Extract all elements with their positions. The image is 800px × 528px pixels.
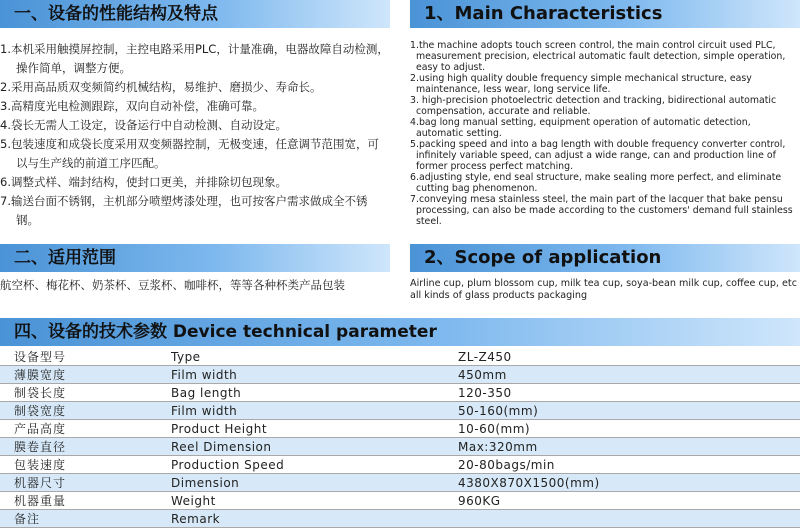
param-en: Reel Dimension [159,438,436,456]
param-value: 960KG [436,492,800,510]
feature-cn-item: 7.输送台面不锈钢，主机部分喷塑烤漆处理，也可按客户需求做成全不锈钢。 [0,194,368,227]
table-row [0,420,800,438]
section-header-params: 四、设备的技术参数 Device technical parameter [0,318,800,346]
param-cn: 机器尺寸 [0,474,159,492]
feature-cn-item: 2.采用高品质双变频简约机械结构，易维护、磨损少、寿命长。 [0,80,322,94]
param-cn: 制袋宽度 [0,402,159,420]
param-cn: 设备型号 [0,348,159,366]
param-en: Type [159,348,436,366]
feature-en-item: 4.bag long manual setting, equipment operation of automatic detection, automatic setting. [410,117,751,139]
table-row [0,492,800,510]
scope-en-text: Airline cup, plum blossom cup, milk tea cup, soya-bean milk cup, coffee cup, etc all kinds of glass products packaging [410,278,797,301]
feature-en-item: 2.using high quality double frequency simple mechanical structure, easy maintenance, less wear, long service life. [410,73,752,95]
section-header-features-cn: 一、设备的性能结构及特点 [0,0,390,28]
param-cn: 机器重量 [0,492,159,510]
section-header-features-en: 1、Main Characteristics [410,0,800,28]
feature-en-item: 7.conveying mesa stainless steel, the main part of the lacquer that bake pensu processing, can also be made according to the customers' demand full stainless steel. [410,194,793,227]
param-cn: 薄膜宽度 [0,366,159,384]
features-cn-list [0,40,390,230]
param-cn: 包装速度 [0,456,159,474]
feature-en-item: 3. high-precision photoelectric detection and tracking, bidirectional automatic compensation, accurate and reliable. [410,95,777,117]
feature-en-item: 5.packing speed and into a bag length with double frequency converter control, infinitely variable speed, can adjust a wide range, can and production line of former process perfect matching. [410,139,786,172]
section-header-scope-cn: 二、适用范围 [0,244,390,272]
param-en: Bag length [159,384,436,402]
feature-cn-item: 6.调整式样、端封结构，使封口更美，并排除切包现象。 [0,175,287,189]
feature-cn-item: 4.袋长无需人工设定，设备运行中自动检测、自动设定。 [0,118,287,132]
scope-cn-text: 航空杯、梅花杯、奶茶杯、豆浆杯、咖啡杯，等等各种杯类产品包装 [0,278,345,292]
table-row [0,474,800,492]
feature-cn-item: 5.包装速度和成袋长度采用双变频器控制，无极变速，任意调节范围宽，可以与生产线的前道工序匹配。 [0,137,379,170]
param-en: Dimension [159,474,436,492]
param-value: 10-60(mm) [436,420,800,438]
param-value: 450mm [436,366,800,384]
param-value: 20-80bags/min [436,456,800,474]
param-en: Remark [159,510,436,528]
param-en: Production Speed [159,456,436,474]
param-en: Film width [159,366,436,384]
features-en-list [410,40,798,227]
table-row [0,456,800,474]
param-en: Film width [159,402,436,420]
feature-en-item: 6.adjusting style, end seal structure, make sealing more perfect, and eliminate cutting bag phenomenon. [410,172,782,194]
param-value: Max:320mm [436,438,800,456]
param-cn: 制袋长度 [0,384,159,402]
param-en: Weight [159,492,436,510]
table-row [0,402,800,420]
param-cn: 产品高度 [0,420,159,438]
param-value: ZL-Z450 [436,348,800,366]
table-row [0,438,800,456]
param-value: 120-350 [436,384,800,402]
table-row [0,348,800,366]
params-table [0,348,800,528]
section-header-scope-en: 2、Scope of application [410,244,800,272]
param-value: 50-160(mm) [436,402,800,420]
feature-cn-item: 3.高精度光电检测跟踪，双向自动补偿，准确可靠。 [0,99,264,113]
table-row [0,384,800,402]
param-cn: 膜卷直径 [0,438,159,456]
param-value: 4380X870X1500(mm) [436,474,800,492]
feature-en-item: 1.the machine adopts touch screen control, the main control circuit used PLC, measurement precision, electrical automatic fault detection, simple operation, easy to adjust. [410,40,786,73]
feature-cn-item: 1.本机采用触摸屏控制，主控电路采用PLC，计量准确，电器故障自动检测，操作简单，调整方便。 [0,42,389,75]
table-row [0,366,800,384]
param-cn: 备注 [0,510,159,528]
param-en: Product Height [159,420,436,438]
